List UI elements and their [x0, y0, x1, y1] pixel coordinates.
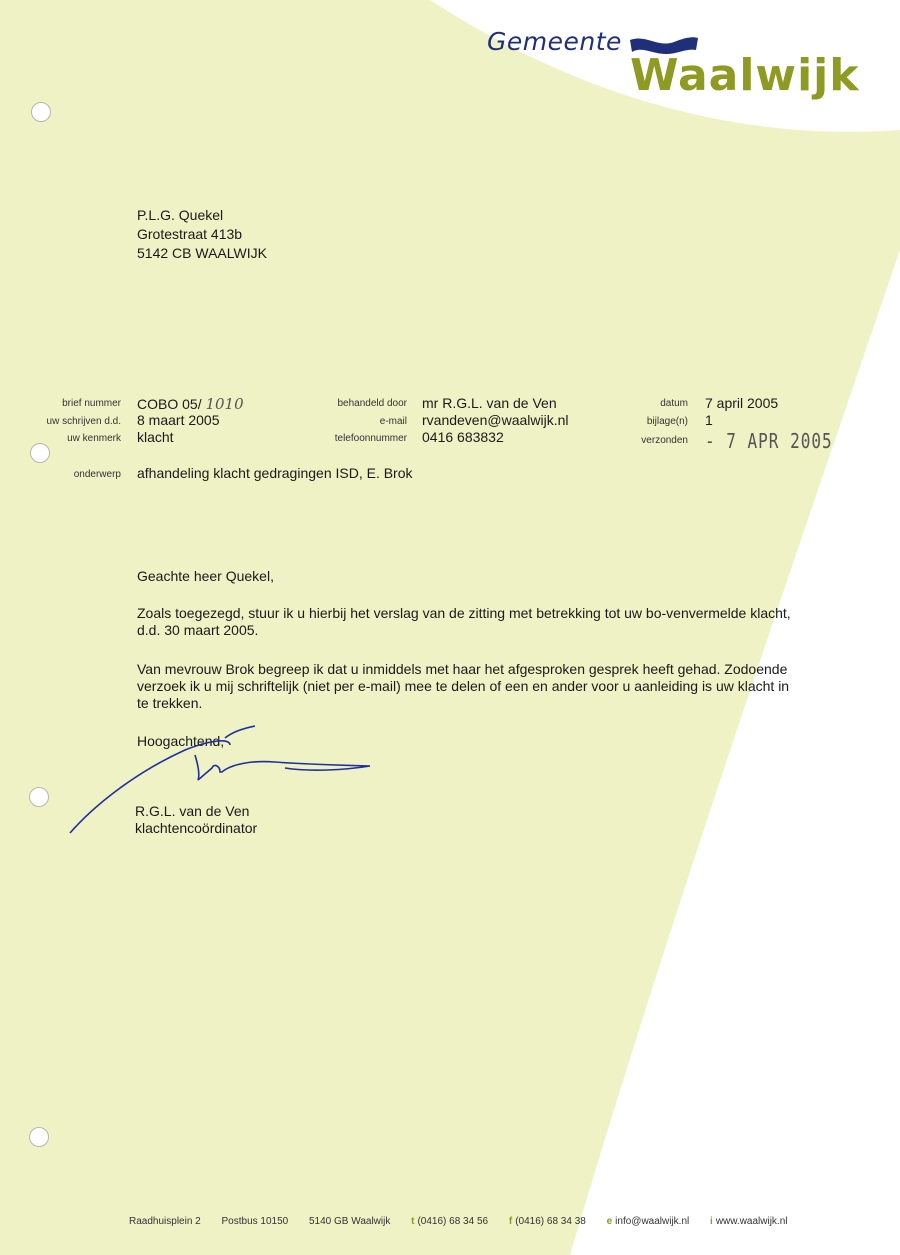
value-behandeld-door: mr R.G.L. van de Ven — [422, 395, 557, 411]
value-uw-schrijven: 8 maart 2005 — [137, 412, 220, 428]
footer — [129, 1216, 788, 1227]
footer-web-key: i — [710, 1216, 713, 1227]
label-email: e-mail — [379, 416, 407, 427]
label-behandeld-door: behandeld door — [337, 398, 407, 409]
letter-paragraph-1: Zoals toegezegd, stuur ik u hierbij het verslag van de zitting met betrekking tot uw bo-venvermelde klacht, d.d. 30 maart 2005. — [137, 605, 791, 638]
letter-salutation: Geachte heer Quekel, — [137, 568, 274, 584]
value-brief-nummer — [137, 395, 244, 413]
footer-email-key: e — [606, 1216, 613, 1227]
recipient-street: Grotestraat 413b — [137, 226, 243, 242]
punch-hole — [30, 443, 50, 463]
value-email: rvandeven@waalwijk.nl — [422, 412, 569, 428]
letter-paragraph-2: Van mevrouw Brok begreep ik dat u inmiddels met haar het afgesproken gesprek heeft gehad. Zodoende verzoek ik u mij schriftelijk (niet per e-mail) mee te delen of een en ander voor u aanleiding is uw klacht in te trekken. — [137, 661, 790, 711]
footer-postbus: Postbus 10150 — [221, 1216, 289, 1227]
punch-hole — [29, 787, 49, 807]
footer-email: info@waalwijk.nl — [615, 1216, 690, 1227]
brief-nummer-text: COBO 05/ — [137, 396, 206, 412]
footer-web: www.waalwijk.nl — [715, 1216, 788, 1227]
value-datum: 7 april 2005 — [705, 395, 779, 411]
footer-postcode: 5140 GB Waalwijk — [309, 1216, 391, 1227]
letter-closing: Hoogachtend, — [137, 733, 225, 749]
label-onderwerp: onderwerp — [73, 469, 121, 480]
value-onderwerp: afhandeling klacht gedragingen ISD, E. Brok — [137, 465, 413, 481]
footer-phone: (0416) 68 34 56 — [417, 1216, 489, 1227]
signatory-name: R.G.L. van de Ven — [135, 803, 250, 819]
label-telefoon: telefoonnummer — [334, 433, 407, 444]
footer-address: Raadhuisplein 2 — [129, 1216, 201, 1227]
verzonden-date-stamp: - 7 APR 2005 — [705, 429, 833, 453]
footer-fax-key: f — [508, 1216, 513, 1227]
value-telefoon: 0416 683832 — [422, 429, 504, 445]
value-bijlagen: 1 — [705, 412, 713, 428]
punch-hole — [31, 102, 51, 122]
label-brief-nummer: brief nummer — [62, 398, 121, 409]
label-verzonden: verzonden — [641, 435, 688, 446]
value-uw-kenmerk: klacht — [137, 429, 174, 445]
label-datum: datum — [660, 398, 688, 409]
recipient-name: P.L.G. Quekel — [137, 207, 224, 223]
brief-nummer-handwritten: 1010 — [205, 395, 244, 413]
footer-fax: (0416) 68 34 38 — [515, 1216, 586, 1227]
label-uw-schrijven: uw schrijven d.d. — [46, 416, 121, 427]
footer-phone-key: t — [411, 1216, 415, 1227]
logo-waalwijk-text: Waalwijk — [630, 50, 860, 101]
label-bijlagen: bijlage(n) — [646, 416, 688, 427]
label-uw-kenmerk: uw kenmerk — [67, 433, 121, 444]
recipient-city: 5142 CB WAALWIJK — [137, 245, 267, 261]
signatory-title: klachtencoördinator — [135, 820, 258, 836]
punch-hole — [29, 1127, 49, 1147]
logo-gemeente-text: Gemeente — [487, 27, 622, 56]
